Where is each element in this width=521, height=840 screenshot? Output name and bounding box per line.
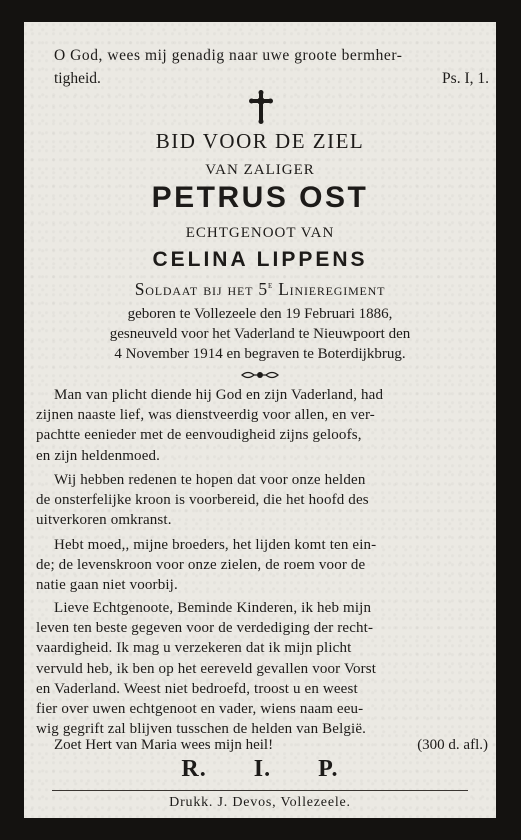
paragraph-line: de; de levenskroon voor onze zielen, de roem voor de: [36, 557, 366, 574]
paragraph-line: Wij hebben redenen te hopen dat voor onze helden: [54, 472, 366, 488]
soldier-line-pre: Soldaat bij het 5: [134, 279, 268, 299]
printer-credit: Drukk. J. Devos, Vollezeele.: [169, 795, 351, 810]
paragraph-line: en zijn heldenmoed.: [36, 447, 161, 464]
paragraph-2: [36, 470, 488, 531]
paragraph-line: leven ten beste gegeven voor de verdediging der recht-: [36, 620, 374, 637]
bio-line: 4 November 1914 en begraven te Boterdijkbrug.: [114, 346, 406, 362]
paragraph-line: vaardigheid. Ik mag u verzekeren dat ik mijn plicht: [36, 640, 352, 657]
soldier-line-sup: e: [267, 280, 274, 292]
verse-line-2: tigheid.: [54, 70, 101, 87]
paragraph-line: de onsterfelijke kroon is voorbereid, die het hoofd des: [36, 492, 369, 509]
prayer-text: Zoet Hert van Maria wees mijn heil!: [54, 737, 274, 753]
spouse-name: CELINA LIPPENS: [152, 248, 368, 271]
paragraph-1: [36, 385, 488, 466]
rip-text: R. I. P.: [181, 756, 339, 782]
paragraph-line: natie gaan niet voorbij.: [36, 577, 178, 594]
cross-icon: [249, 90, 273, 124]
paragraph-line: Hebt moed,, mijne broeders, het lijden komt ten ein-: [54, 537, 377, 553]
prayer-line: [36, 735, 488, 755]
bio-line: geboren te Vollezeele den 19 Februari 1886,: [127, 306, 393, 322]
memorial-card: [24, 22, 496, 818]
paragraph-3: [36, 535, 488, 596]
biography: [24, 304, 496, 364]
deceased-name: PETRUS OST: [151, 181, 369, 214]
paragraph-line: uitverkoren omkranst.: [36, 512, 172, 529]
paragraph-line: zijnen naaste lief, was dienstveerdig voor allen, en ver-: [36, 407, 375, 424]
divider-line: [52, 790, 468, 791]
bible-verse: [54, 44, 489, 90]
soldier-line-post: Linieregiment: [273, 279, 386, 299]
indulgence-note: (300 d. afl.): [417, 737, 488, 753]
verse-line-1: O God, wees mij genadig naar uwe groote bermher-: [54, 47, 403, 64]
heading-echtgenoot-van: ECHTGENOOT VAN: [185, 225, 335, 241]
paragraph-line: Man van plicht diende hij God en zijn Vaderland, had: [54, 387, 384, 403]
ornament-divider-icon: [240, 369, 280, 381]
paragraph-line: fier over uwen echtgenoot en vader, wiens naam eeu-: [36, 701, 364, 718]
heading-bid-voor-de-ziel: BID VOOR DE ZIEL: [155, 129, 365, 153]
paragraph-line: en Vaderland. Weest niet bedroefd, troost u en weest: [36, 680, 358, 697]
paragraph-line: vervuld heb, ik ben op het eereveld gevallen voor Vorst: [36, 660, 377, 677]
heading-van-zaliger: VAN ZALIGER: [205, 162, 315, 178]
paragraph-line: pachtte eenieder met de eenvoudigheid zijns geloofs,: [36, 427, 362, 444]
paragraph-line: Lieve Echtgenoote, Beminde Kinderen, ik heb mijn: [54, 600, 372, 616]
paragraph-4: [36, 598, 488, 739]
soldier-line: [24, 279, 496, 300]
paragraph-line: wig gegrift zal blijven tusschen de helden van België.: [36, 721, 367, 738]
verse-reference: Ps. I, 1.: [442, 70, 489, 87]
bio-line: gesneuveld voor het Vaderland te Nieuwpoort den: [109, 326, 411, 342]
